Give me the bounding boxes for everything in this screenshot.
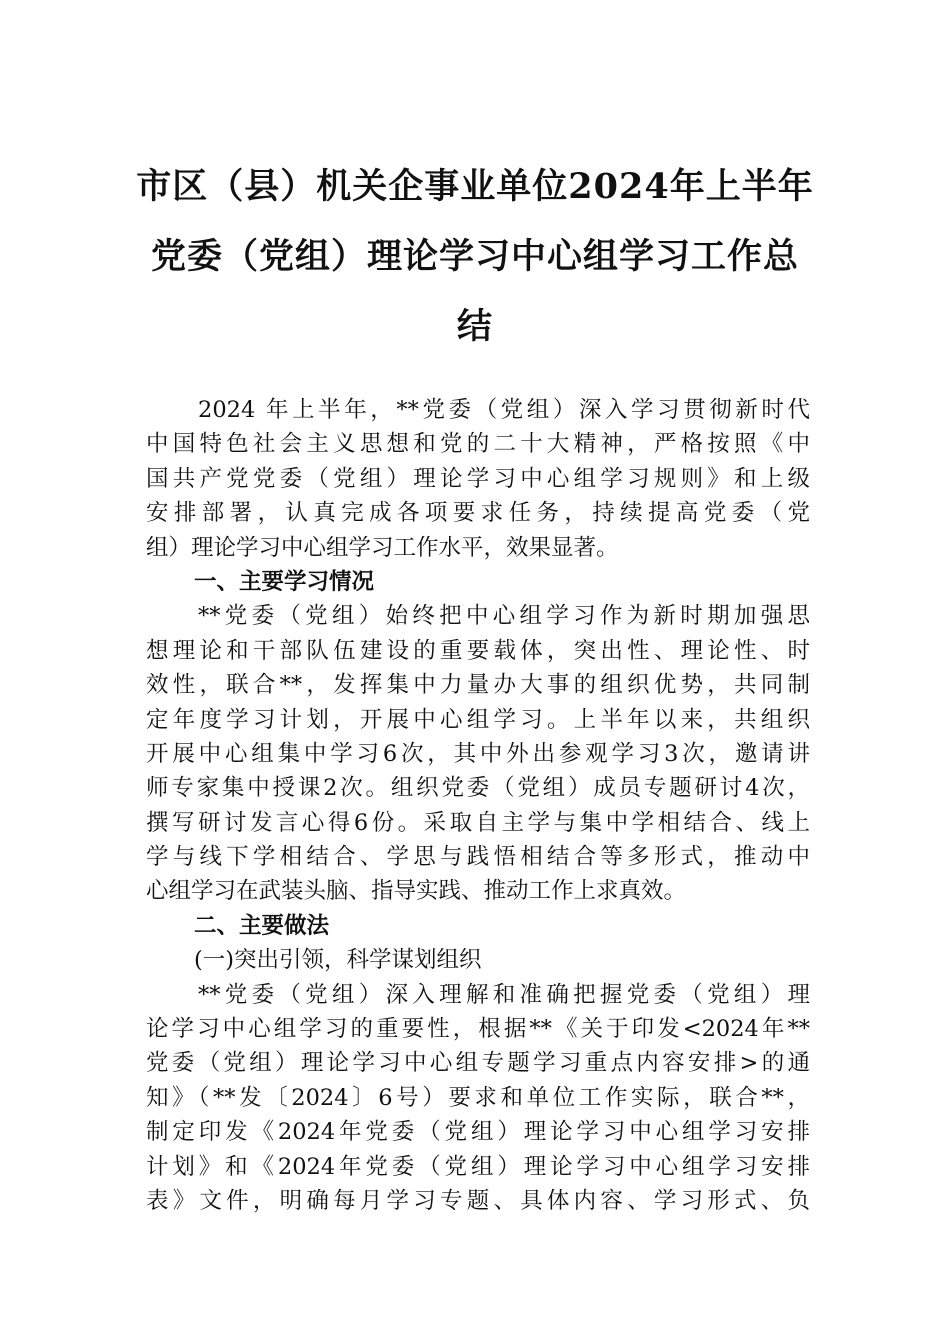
paragraph-line: 2024 年上半年，**党委（党组）深入学习贯彻新时代 <box>198 397 810 423</box>
document-body <box>146 393 810 1218</box>
paragraph-line: 定年度学习计划，开展中心组学习。上半年以来，共组织 <box>146 706 810 733</box>
paragraph-line: **党委（党组）始终把中心组学习作为新时期加强思 <box>198 603 810 630</box>
paragraph-line: 安排部署，认真完成各项要求任务，持续提高党委（党 <box>146 500 810 527</box>
title-line: 结 <box>456 306 493 347</box>
paragraph-line: 想理论和干部队伍建设的重要载体，突出性、理论性、时 <box>146 637 810 664</box>
paragraph-line: 党委（党组）理论学习中心组专题学习重点内容安排>的通 <box>146 1050 810 1077</box>
paragraph-line: 中国特色社会主义思想和党的二十大精神，严格按照《中 <box>146 431 810 458</box>
paragraph-line: 组）理论学习中心组学习工作水平，效果显著。 <box>146 534 619 561</box>
section-heading: 一、主要学习情况 <box>194 568 375 595</box>
paragraph-line: 制定印发《2024年党委（党组）理论学习中心组学习安排 <box>146 1119 810 1146</box>
paragraph-line: 国共产党党委（党组）理论学习中心组学习规则》和上级 <box>146 465 810 492</box>
paragraph-line: 师专家集中授课2次。组织党委（党组）成员专题研讨4次， <box>146 775 810 802</box>
paragraph-line: 学与线下学相结合、学思与践悟相结合等多形式，推动中 <box>146 844 810 871</box>
paragraph-line: 效性，联合**，发挥集中力量办大事的组织优势，共同制 <box>146 672 810 699</box>
paragraph-line: 计划》和《2024年党委（党组）理论学习中心组学习安排 <box>146 1153 810 1180</box>
paragraph-line: 表》文件，明确每月学习专题、具体内容、学习形式、负 <box>146 1187 810 1214</box>
section-heading: 二、主要做法 <box>194 912 330 939</box>
subsection-heading: (一)突出引领，科学谋划组织 <box>194 947 482 974</box>
title-line: 市区（县）机关企事业单位2024年上半年 <box>136 166 814 207</box>
paragraph-line: 开展中心组集中学习6次，其中外出参观学习3次，邀请讲 <box>146 740 810 767</box>
paragraph-line: 心组学习在武装头脑、指导实践、推动工作上求真效。 <box>146 878 687 905</box>
title-line: 党委（党组）理论学习中心组学习工作总 <box>150 236 799 277</box>
paragraph-line: 撰写研讨发言心得6份。采取自主学与集中学相结合、线上 <box>146 809 810 836</box>
paragraph-line: 论学习中心组学习的重要性，根据**《关于印发<2024年** <box>146 1016 810 1043</box>
paragraph-line: 知》（**发〔2024〕6号）要求和单位工作实际，联合**， <box>146 1084 810 1111</box>
document-title <box>120 152 830 362</box>
paragraph-line: **党委（党组）深入理解和准确把握党委（党组）理 <box>198 981 810 1008</box>
